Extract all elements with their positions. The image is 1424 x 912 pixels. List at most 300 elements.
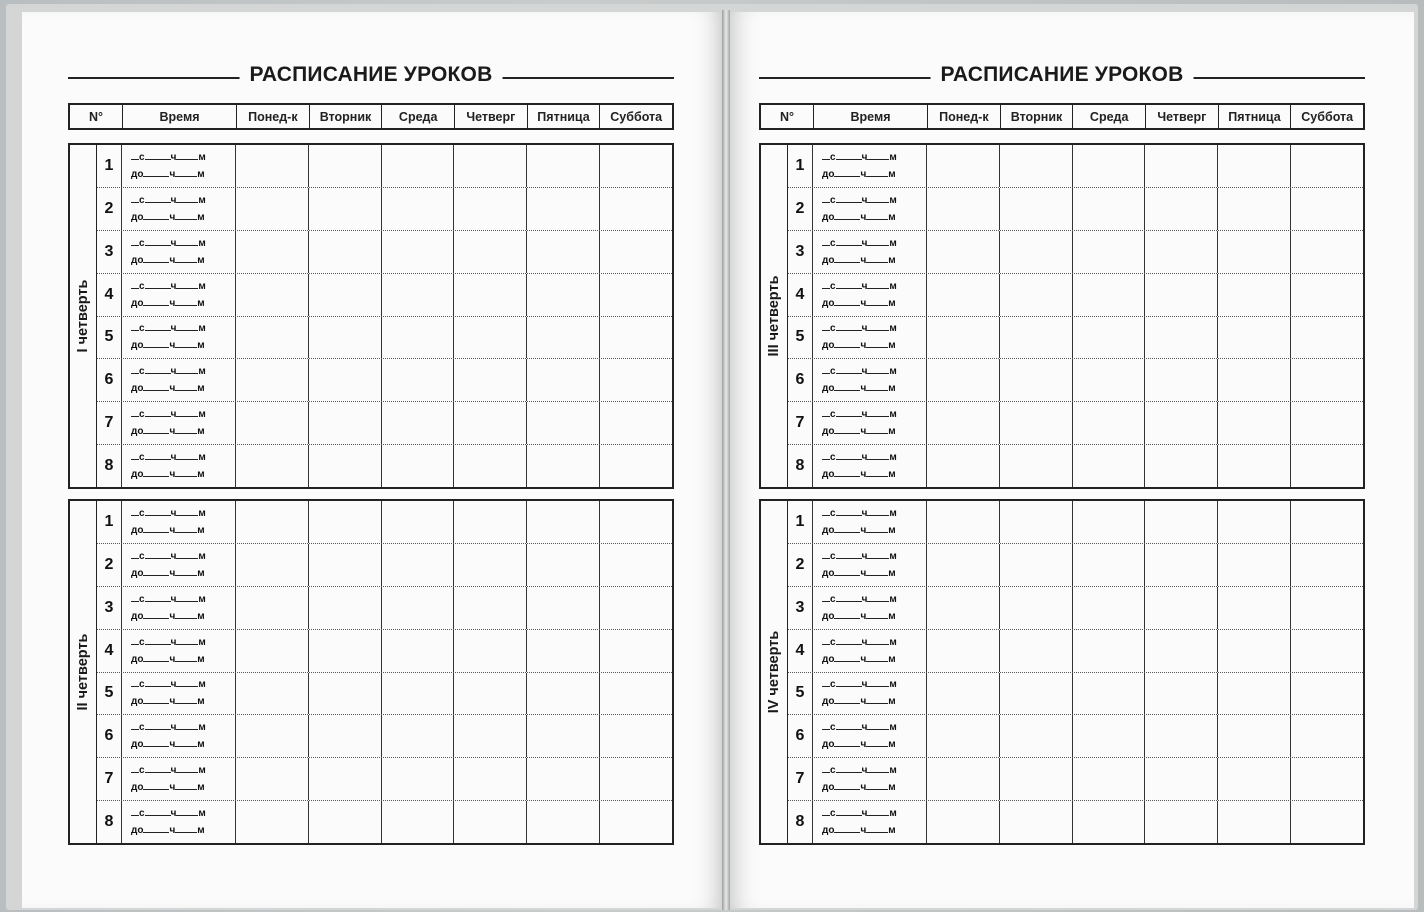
hour-blank[interactable] [143, 779, 169, 790]
lesson-cell[interactable] [236, 715, 309, 757]
lesson-cell[interactable] [1145, 402, 1218, 444]
hour-blank[interactable] [834, 822, 860, 833]
minute-blank[interactable] [176, 676, 198, 687]
lesson-cell[interactable] [1073, 445, 1146, 487]
lesson-cell[interactable] [527, 359, 600, 401]
hour-blank[interactable] [834, 736, 860, 747]
hour-blank[interactable] [143, 651, 169, 662]
minute-blank[interactable] [176, 406, 198, 417]
minute-blank[interactable] [867, 149, 889, 160]
hour-blank[interactable] [145, 762, 171, 773]
lesson-cell[interactable] [527, 544, 600, 586]
minute-blank[interactable] [175, 822, 197, 833]
hour-blank[interactable] [143, 736, 169, 747]
lesson-cell[interactable] [454, 402, 527, 444]
lesson-cell[interactable] [1291, 801, 1363, 843]
lesson-cell[interactable] [1218, 587, 1291, 629]
minute-blank[interactable] [866, 565, 888, 576]
minute-blank[interactable] [175, 608, 197, 619]
lesson-cell[interactable] [236, 445, 309, 487]
lesson-cell[interactable] [1291, 544, 1363, 586]
lesson-cell[interactable] [1073, 501, 1146, 543]
minute-blank[interactable] [867, 406, 889, 417]
lesson-cell[interactable] [1218, 445, 1291, 487]
lesson-cell[interactable] [454, 145, 527, 187]
lesson-cell[interactable] [1218, 359, 1291, 401]
lesson-cell[interactable] [1145, 587, 1218, 629]
lesson-cell[interactable] [309, 587, 382, 629]
lesson-cell[interactable] [1073, 715, 1146, 757]
lesson-cell[interactable] [600, 673, 672, 715]
lesson-cell[interactable] [382, 715, 455, 757]
lesson-cell[interactable] [1000, 587, 1073, 629]
hour-blank[interactable] [836, 719, 862, 730]
minute-blank[interactable] [176, 192, 198, 203]
lesson-cell[interactable] [1218, 317, 1291, 359]
lesson-cell[interactable] [1218, 758, 1291, 800]
lesson-cell[interactable] [454, 359, 527, 401]
hour-blank[interactable] [145, 719, 171, 730]
hour-blank[interactable] [145, 805, 171, 816]
lesson-cell[interactable] [236, 359, 309, 401]
lesson-cell[interactable] [1291, 145, 1363, 187]
hour-blank[interactable] [145, 149, 171, 160]
lesson-cell[interactable] [309, 402, 382, 444]
hour-blank[interactable] [836, 805, 862, 816]
minute-blank[interactable] [866, 693, 888, 704]
hour-blank[interactable] [836, 449, 862, 460]
lesson-cell[interactable] [1145, 274, 1218, 316]
minute-blank[interactable] [175, 209, 197, 220]
hour-blank[interactable] [145, 278, 171, 289]
lesson-cell[interactable] [236, 544, 309, 586]
lesson-cell[interactable] [1000, 274, 1073, 316]
lesson-cell[interactable] [600, 317, 672, 359]
lesson-cell[interactable] [927, 188, 1000, 230]
lesson-cell[interactable] [927, 758, 1000, 800]
lesson-cell[interactable] [382, 317, 455, 359]
minute-blank[interactable] [866, 380, 888, 391]
lesson-cell[interactable] [309, 501, 382, 543]
lesson-cell[interactable] [309, 715, 382, 757]
lesson-cell[interactable] [382, 630, 455, 672]
lesson-cell[interactable] [1145, 359, 1218, 401]
lesson-cell[interactable] [1218, 630, 1291, 672]
lesson-cell[interactable] [527, 445, 600, 487]
lesson-cell[interactable] [1145, 317, 1218, 359]
hour-blank[interactable] [836, 676, 862, 687]
minute-blank[interactable] [175, 337, 197, 348]
hour-blank[interactable] [143, 822, 169, 833]
minute-blank[interactable] [867, 548, 889, 559]
minute-blank[interactable] [867, 320, 889, 331]
minute-blank[interactable] [867, 676, 889, 687]
minute-blank[interactable] [176, 449, 198, 460]
lesson-cell[interactable] [382, 544, 455, 586]
minute-blank[interactable] [867, 235, 889, 246]
lesson-cell[interactable] [600, 587, 672, 629]
hour-blank[interactable] [145, 320, 171, 331]
minute-blank[interactable] [867, 278, 889, 289]
lesson-cell[interactable] [600, 145, 672, 187]
hour-blank[interactable] [834, 423, 860, 434]
lesson-cell[interactable] [1000, 801, 1073, 843]
hour-blank[interactable] [834, 608, 860, 619]
lesson-cell[interactable] [1291, 274, 1363, 316]
lesson-cell[interactable] [1291, 673, 1363, 715]
lesson-cell[interactable] [454, 587, 527, 629]
lesson-cell[interactable] [1291, 501, 1363, 543]
minute-blank[interactable] [176, 634, 198, 645]
hour-blank[interactable] [836, 363, 862, 374]
lesson-cell[interactable] [527, 402, 600, 444]
lesson-cell[interactable] [1000, 544, 1073, 586]
lesson-cell[interactable] [454, 758, 527, 800]
lesson-cell[interactable] [1291, 359, 1363, 401]
minute-blank[interactable] [176, 591, 198, 602]
hour-blank[interactable] [143, 466, 169, 477]
lesson-cell[interactable] [600, 715, 672, 757]
lesson-cell[interactable] [236, 673, 309, 715]
lesson-cell[interactable] [1145, 630, 1218, 672]
hour-blank[interactable] [145, 192, 171, 203]
lesson-cell[interactable] [1145, 231, 1218, 273]
hour-blank[interactable] [836, 192, 862, 203]
lesson-cell[interactable] [236, 231, 309, 273]
minute-blank[interactable] [867, 719, 889, 730]
lesson-cell[interactable] [527, 673, 600, 715]
lesson-cell[interactable] [927, 317, 1000, 359]
lesson-cell[interactable] [927, 801, 1000, 843]
minute-blank[interactable] [867, 634, 889, 645]
minute-blank[interactable] [867, 762, 889, 773]
lesson-cell[interactable] [309, 231, 382, 273]
minute-blank[interactable] [176, 320, 198, 331]
hour-blank[interactable] [143, 337, 169, 348]
minute-blank[interactable] [176, 805, 198, 816]
lesson-cell[interactable] [382, 145, 455, 187]
lesson-cell[interactable] [1000, 359, 1073, 401]
hour-blank[interactable] [834, 693, 860, 704]
lesson-cell[interactable] [927, 673, 1000, 715]
minute-blank[interactable] [175, 693, 197, 704]
minute-blank[interactable] [866, 166, 888, 177]
hour-blank[interactable] [836, 278, 862, 289]
lesson-cell[interactable] [1000, 317, 1073, 359]
lesson-cell[interactable] [1145, 544, 1218, 586]
lesson-cell[interactable] [527, 715, 600, 757]
lesson-cell[interactable] [454, 501, 527, 543]
lesson-cell[interactable] [1073, 145, 1146, 187]
hour-blank[interactable] [145, 505, 171, 516]
lesson-cell[interactable] [454, 445, 527, 487]
hour-blank[interactable] [143, 252, 169, 263]
lesson-cell[interactable] [1073, 758, 1146, 800]
minute-blank[interactable] [175, 380, 197, 391]
lesson-cell[interactable] [1073, 402, 1146, 444]
lesson-cell[interactable] [1073, 801, 1146, 843]
minute-blank[interactable] [867, 591, 889, 602]
lesson-cell[interactable] [1218, 801, 1291, 843]
hour-blank[interactable] [143, 209, 169, 220]
hour-blank[interactable] [145, 363, 171, 374]
lesson-cell[interactable] [1000, 501, 1073, 543]
lesson-cell[interactable] [454, 673, 527, 715]
minute-blank[interactable] [175, 736, 197, 747]
minute-blank[interactable] [176, 363, 198, 374]
hour-blank[interactable] [836, 320, 862, 331]
lesson-cell[interactable] [927, 501, 1000, 543]
minute-blank[interactable] [866, 822, 888, 833]
lesson-cell[interactable] [236, 587, 309, 629]
lesson-cell[interactable] [1218, 715, 1291, 757]
minute-blank[interactable] [867, 192, 889, 203]
hour-blank[interactable] [834, 651, 860, 662]
hour-blank[interactable] [143, 423, 169, 434]
lesson-cell[interactable] [927, 715, 1000, 757]
lesson-cell[interactable] [1073, 359, 1146, 401]
minute-blank[interactable] [175, 651, 197, 662]
lesson-cell[interactable] [1291, 445, 1363, 487]
lesson-cell[interactable] [1145, 188, 1218, 230]
hour-blank[interactable] [834, 380, 860, 391]
minute-blank[interactable] [175, 252, 197, 263]
minute-blank[interactable] [175, 522, 197, 533]
lesson-cell[interactable] [236, 501, 309, 543]
lesson-cell[interactable] [600, 274, 672, 316]
minute-blank[interactable] [176, 505, 198, 516]
hour-blank[interactable] [145, 676, 171, 687]
minute-blank[interactable] [866, 252, 888, 263]
lesson-cell[interactable] [1291, 402, 1363, 444]
lesson-cell[interactable] [1000, 402, 1073, 444]
hour-blank[interactable] [145, 634, 171, 645]
lesson-cell[interactable] [600, 402, 672, 444]
lesson-cell[interactable] [1073, 544, 1146, 586]
lesson-cell[interactable] [1145, 758, 1218, 800]
lesson-cell[interactable] [1218, 544, 1291, 586]
lesson-cell[interactable] [1073, 274, 1146, 316]
lesson-cell[interactable] [1145, 673, 1218, 715]
lesson-cell[interactable] [1073, 231, 1146, 273]
minute-blank[interactable] [867, 805, 889, 816]
lesson-cell[interactable] [236, 317, 309, 359]
hour-blank[interactable] [145, 406, 171, 417]
lesson-cell[interactable] [1073, 317, 1146, 359]
lesson-cell[interactable] [527, 501, 600, 543]
lesson-cell[interactable] [600, 188, 672, 230]
hour-blank[interactable] [143, 380, 169, 391]
lesson-cell[interactable] [1291, 231, 1363, 273]
lesson-cell[interactable] [1218, 188, 1291, 230]
lesson-cell[interactable] [1218, 673, 1291, 715]
lesson-cell[interactable] [382, 445, 455, 487]
minute-blank[interactable] [866, 209, 888, 220]
hour-blank[interactable] [145, 548, 171, 559]
lesson-cell[interactable] [927, 402, 1000, 444]
minute-blank[interactable] [175, 779, 197, 790]
lesson-cell[interactable] [1073, 673, 1146, 715]
hour-blank[interactable] [834, 209, 860, 220]
lesson-cell[interactable] [1145, 445, 1218, 487]
minute-blank[interactable] [866, 736, 888, 747]
lesson-cell[interactable] [309, 445, 382, 487]
hour-blank[interactable] [145, 591, 171, 602]
lesson-cell[interactable] [454, 231, 527, 273]
lesson-cell[interactable] [454, 630, 527, 672]
lesson-cell[interactable] [236, 188, 309, 230]
hour-blank[interactable] [834, 252, 860, 263]
lesson-cell[interactable] [382, 231, 455, 273]
lesson-cell[interactable] [1218, 145, 1291, 187]
lesson-cell[interactable] [527, 274, 600, 316]
lesson-cell[interactable] [382, 501, 455, 543]
lesson-cell[interactable] [1291, 317, 1363, 359]
lesson-cell[interactable] [382, 274, 455, 316]
hour-blank[interactable] [834, 466, 860, 477]
hour-blank[interactable] [834, 337, 860, 348]
lesson-cell[interactable] [382, 587, 455, 629]
lesson-cell[interactable] [1145, 801, 1218, 843]
hour-blank[interactable] [143, 166, 169, 177]
lesson-cell[interactable] [309, 544, 382, 586]
lesson-cell[interactable] [600, 758, 672, 800]
lesson-cell[interactable] [236, 630, 309, 672]
lesson-cell[interactable] [382, 673, 455, 715]
lesson-cell[interactable] [1218, 402, 1291, 444]
lesson-cell[interactable] [927, 630, 1000, 672]
lesson-cell[interactable] [1000, 145, 1073, 187]
lesson-cell[interactable] [236, 801, 309, 843]
lesson-cell[interactable] [1291, 758, 1363, 800]
lesson-cell[interactable] [527, 801, 600, 843]
lesson-cell[interactable] [1145, 501, 1218, 543]
hour-blank[interactable] [836, 505, 862, 516]
hour-blank[interactable] [145, 235, 171, 246]
lesson-cell[interactable] [927, 544, 1000, 586]
minute-blank[interactable] [175, 423, 197, 434]
minute-blank[interactable] [866, 337, 888, 348]
lesson-cell[interactable] [1073, 587, 1146, 629]
minute-blank[interactable] [176, 719, 198, 730]
lesson-cell[interactable] [927, 274, 1000, 316]
lesson-cell[interactable] [309, 145, 382, 187]
lesson-cell[interactable] [927, 587, 1000, 629]
lesson-cell[interactable] [527, 587, 600, 629]
minute-blank[interactable] [176, 149, 198, 160]
hour-blank[interactable] [834, 295, 860, 306]
lesson-cell[interactable] [927, 359, 1000, 401]
lesson-cell[interactable] [1145, 715, 1218, 757]
lesson-cell[interactable] [600, 501, 672, 543]
hour-blank[interactable] [834, 565, 860, 576]
lesson-cell[interactable] [309, 801, 382, 843]
lesson-cell[interactable] [454, 801, 527, 843]
hour-blank[interactable] [143, 522, 169, 533]
lesson-cell[interactable] [1218, 231, 1291, 273]
minute-blank[interactable] [866, 608, 888, 619]
lesson-cell[interactable] [1291, 188, 1363, 230]
lesson-cell[interactable] [927, 145, 1000, 187]
minute-blank[interactable] [176, 235, 198, 246]
lesson-cell[interactable] [309, 630, 382, 672]
lesson-cell[interactable] [527, 317, 600, 359]
lesson-cell[interactable] [309, 274, 382, 316]
lesson-cell[interactable] [454, 715, 527, 757]
minute-blank[interactable] [866, 651, 888, 662]
minute-blank[interactable] [866, 295, 888, 306]
lesson-cell[interactable] [600, 445, 672, 487]
lesson-cell[interactable] [600, 231, 672, 273]
lesson-cell[interactable] [382, 359, 455, 401]
lesson-cell[interactable] [309, 317, 382, 359]
minute-blank[interactable] [866, 466, 888, 477]
hour-blank[interactable] [834, 166, 860, 177]
lesson-cell[interactable] [1291, 715, 1363, 757]
lesson-cell[interactable] [1000, 188, 1073, 230]
lesson-cell[interactable] [1000, 758, 1073, 800]
minute-blank[interactable] [866, 423, 888, 434]
lesson-cell[interactable] [382, 402, 455, 444]
minute-blank[interactable] [176, 762, 198, 773]
minute-blank[interactable] [176, 278, 198, 289]
hour-blank[interactable] [836, 634, 862, 645]
lesson-cell[interactable] [600, 630, 672, 672]
lesson-cell[interactable] [454, 317, 527, 359]
hour-blank[interactable] [836, 149, 862, 160]
hour-blank[interactable] [834, 779, 860, 790]
lesson-cell[interactable] [1291, 587, 1363, 629]
lesson-cell[interactable] [1291, 630, 1363, 672]
hour-blank[interactable] [143, 295, 169, 306]
minute-blank[interactable] [176, 548, 198, 559]
lesson-cell[interactable] [527, 188, 600, 230]
lesson-cell[interactable] [309, 188, 382, 230]
lesson-cell[interactable] [1073, 630, 1146, 672]
minute-blank[interactable] [867, 505, 889, 516]
hour-blank[interactable] [143, 565, 169, 576]
hour-blank[interactable] [143, 693, 169, 704]
lesson-cell[interactable] [1218, 274, 1291, 316]
minute-blank[interactable] [175, 166, 197, 177]
lesson-cell[interactable] [527, 630, 600, 672]
lesson-cell[interactable] [309, 359, 382, 401]
lesson-cell[interactable] [527, 145, 600, 187]
lesson-cell[interactable] [454, 544, 527, 586]
minute-blank[interactable] [867, 449, 889, 460]
hour-blank[interactable] [145, 449, 171, 460]
lesson-cell[interactable] [1000, 673, 1073, 715]
lesson-cell[interactable] [382, 188, 455, 230]
lesson-cell[interactable] [309, 673, 382, 715]
minute-blank[interactable] [175, 565, 197, 576]
lesson-cell[interactable] [454, 274, 527, 316]
minute-blank[interactable] [867, 363, 889, 374]
lesson-cell[interactable] [236, 274, 309, 316]
lesson-cell[interactable] [236, 145, 309, 187]
lesson-cell[interactable] [454, 188, 527, 230]
hour-blank[interactable] [836, 406, 862, 417]
lesson-cell[interactable] [382, 801, 455, 843]
lesson-cell[interactable] [382, 758, 455, 800]
hour-blank[interactable] [836, 762, 862, 773]
lesson-cell[interactable] [1073, 188, 1146, 230]
lesson-cell[interactable] [1218, 501, 1291, 543]
minute-blank[interactable] [175, 466, 197, 477]
minute-blank[interactable] [175, 295, 197, 306]
minute-blank[interactable] [866, 522, 888, 533]
lesson-cell[interactable] [527, 758, 600, 800]
